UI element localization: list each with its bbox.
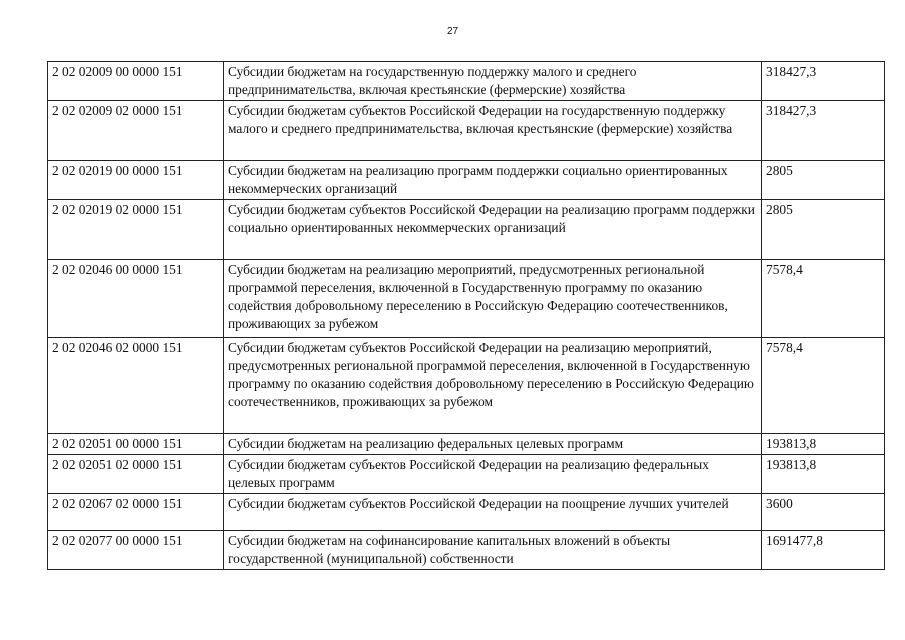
budget-code: 2 02 02009 02 0000 151 bbox=[48, 101, 224, 161]
budget-description: Субсидии бюджетам на реализацию федеральных целевых программ bbox=[224, 434, 762, 455]
table-row bbox=[48, 531, 885, 570]
table-row bbox=[48, 62, 885, 101]
table-row bbox=[48, 338, 885, 434]
table-row bbox=[48, 455, 885, 494]
budget-amount: 2805 bbox=[762, 161, 885, 200]
budget-amount: 7578,4 bbox=[762, 260, 885, 338]
budget-description: Субсидии бюджетам на государственную поддержку малого и среднего предпринимательства, включая крестьянские (фермерские) хозяйства bbox=[224, 62, 762, 101]
budget-code: 2 02 02009 00 0000 151 bbox=[48, 62, 224, 101]
budget-table bbox=[47, 61, 885, 570]
budget-code: 2 02 02067 02 0000 151 bbox=[48, 494, 224, 531]
budget-description: Субсидии бюджетам субъектов Российской Федерации на реализацию мероприятий, предусмотренных региональной программой переселения, включенной в Государственную программу по оказанию содействия добровольному переселению в Российскую Федерацию соотечественников, проживающих за рубежом bbox=[224, 338, 762, 434]
budget-amount: 1691477,8 bbox=[762, 531, 885, 570]
budget-amount: 193813,8 bbox=[762, 455, 885, 494]
budget-amount: 2805 bbox=[762, 200, 885, 260]
budget-description: Субсидии бюджетам субъектов Российской Федерации на государственную поддержку малого и среднего предпринимательства, включая крестьянские (фермерские) хозяйства bbox=[224, 101, 762, 161]
budget-code: 2 02 02019 02 0000 151 bbox=[48, 200, 224, 260]
budget-amount: 7578,4 bbox=[762, 338, 885, 434]
budget-description: Субсидии бюджетам субъектов Российской Федерации на реализацию программ поддержки социально ориентированных некоммерческих организаций bbox=[224, 200, 762, 260]
budget-code: 2 02 02051 00 0000 151 bbox=[48, 434, 224, 455]
table-row bbox=[48, 494, 885, 531]
table-row bbox=[48, 200, 885, 260]
page-number: 27 bbox=[446, 26, 459, 37]
budget-amount: 318427,3 bbox=[762, 101, 885, 161]
table-row bbox=[48, 434, 885, 455]
budget-description: Субсидии бюджетам на софинансирование капитальных вложений в объекты государственной (муниципальной) собственности bbox=[224, 531, 762, 570]
table-row bbox=[48, 101, 885, 161]
budget-code: 2 02 02051 02 0000 151 bbox=[48, 455, 224, 494]
budget-description: Субсидии бюджетам на реализацию мероприятий, предусмотренных региональной программой переселения, включенной в Государственную программу по оказанию содействия добровольному переселению в Российскую Федерацию соотечественников, проживающих за рубежом bbox=[224, 260, 762, 338]
budget-amount: 193813,8 bbox=[762, 434, 885, 455]
budget-description: Субсидии бюджетам на реализацию программ поддержки социально ориентированных некоммерческих организаций bbox=[224, 161, 762, 200]
table-row bbox=[48, 260, 885, 338]
budget-code: 2 02 02019 00 0000 151 bbox=[48, 161, 224, 200]
budget-code: 2 02 02046 00 0000 151 bbox=[48, 260, 224, 338]
budget-description: Субсидии бюджетам субъектов Российской Федерации на реализацию федеральных целевых программ bbox=[224, 455, 762, 494]
budget-code: 2 02 02046 02 0000 151 bbox=[48, 338, 224, 434]
budget-description: Субсидии бюджетам субъектов Российской Федерации на поощрение лучших учителей bbox=[224, 494, 762, 531]
table-row bbox=[48, 161, 885, 200]
budget-amount: 3600 bbox=[762, 494, 885, 531]
budget-code: 2 02 02077 00 0000 151 bbox=[48, 531, 224, 570]
budget-amount: 318427,3 bbox=[762, 62, 885, 101]
